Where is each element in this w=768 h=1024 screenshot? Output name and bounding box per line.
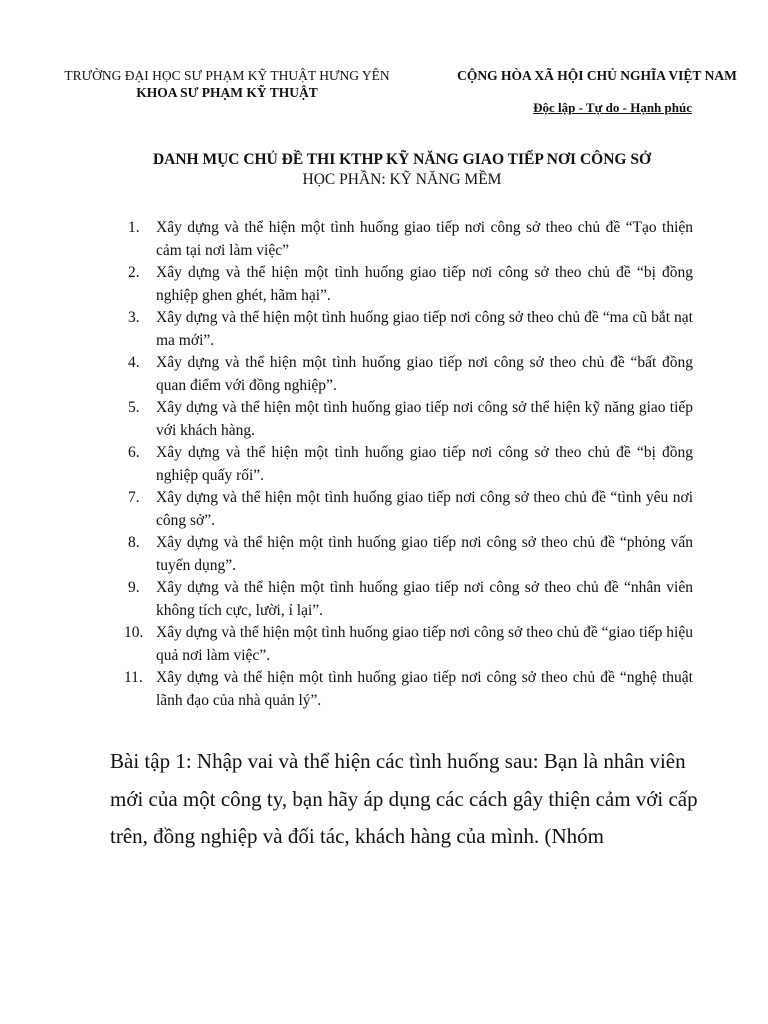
item-number: 7.	[128, 489, 140, 506]
exercise-paragraph: Bài tập 1: Nhập vai và thể hiện các tình huống sau: Bạn là nhân viên mới của một công ty, bạn hãy áp dụng các cách gây thiện cảm với cấp trên, đồng nghiệp và đối tác, khách hàng của mình. (Nhóm	[110, 749, 698, 848]
item-number: 11.	[124, 669, 143, 686]
item-number: 5.	[128, 399, 140, 416]
item-text: Xây dựng và thể hiện một tình huống giao tiếp nơi công sở theo chủ đề “bị đồng nghiệp quấy rối”.	[156, 444, 693, 484]
item-number: 2.	[128, 264, 140, 281]
header-left	[54, 67, 400, 101]
list-item	[128, 307, 693, 352]
list-item	[128, 352, 693, 397]
item-text: Xây dựng và thể hiện một tình huống giao tiếp nơi công sở theo chủ đề “bị đồng nghiệp ghen ghét, hãm hại”.	[156, 264, 693, 304]
item-text: Xây dựng và thể hiện một tình huống giao tiếp nơi công sở theo chủ đề “nhân viên không tích cực, lười, ỉ lại”.	[156, 579, 693, 619]
item-number: 4.	[128, 354, 140, 371]
list-item	[124, 622, 693, 667]
republic-title: CỘNG HÒA XÃ HỘI CHỦ NGHĨA VIỆT NAM	[457, 68, 737, 83]
item-text: Xây dựng và thể hiện một tình huống giao tiếp nơi công sở theo chủ đề “Tạo thiện cảm tại nơi làm việc”	[156, 219, 693, 259]
item-text: Xây dựng và thể hiện một tình huống giao tiếp nơi công sở theo chủ đề “phỏng vấn tuyển dụng”.	[156, 534, 693, 574]
item-number: 10.	[124, 624, 144, 641]
list-item	[128, 262, 693, 307]
list-item	[124, 667, 693, 712]
document-title: DANH MỤC CHỦ ĐỀ THI KTHP KỸ NĂNG GIAO TIẾP NƠI CÔNG SỞ	[152, 151, 652, 168]
list-item	[128, 487, 693, 532]
school-name: TRƯỜNG ĐẠI HỌC SƯ PHẠM KỸ THUẬT HƯNG YÊN	[64, 68, 390, 83]
item-number: 1.	[128, 219, 140, 236]
list-item	[128, 397, 693, 442]
topic-list	[124, 217, 693, 712]
item-text: Xây dựng và thể hiện một tình huống giao tiếp nơi công sở thể hiện kỹ năng giao tiếp với khách hàng.	[156, 399, 693, 439]
list-item	[128, 577, 693, 622]
item-text: Xây dựng và thể hiện một tình huống giao tiếp nơi công sở theo chủ đề “ma cũ bắt nạt ma mới”.	[156, 309, 693, 349]
item-text: Xây dựng và thể hiện một tình huống giao tiếp nơi công sở theo chủ đề “nghệ thuật lãnh đạo của nhà quản lý”.	[156, 669, 693, 709]
list-item	[128, 217, 693, 262]
item-number: 3.	[128, 309, 140, 326]
motto: Độc lập - Tự do - Hạnh phúc	[533, 100, 692, 115]
item-number: 9.	[128, 579, 140, 596]
item-text: Xây dựng và thể hiện một tình huống giao tiếp nơi công sở theo chủ đề “bất đồng quan điểm với đồng nghiệp”.	[156, 354, 693, 394]
list-item	[128, 532, 693, 577]
faculty-name: KHOA SƯ PHẠM KỸ THUẬT	[136, 85, 318, 100]
item-number: 8.	[128, 534, 140, 551]
item-text: Xây dựng và thể hiện một tình huống giao tiếp nơi công sở theo chủ đề “tình yêu nơi công sở”.	[156, 489, 693, 529]
item-text: Xây dựng và thể hiện một tình huống giao tiếp nơi công sở theo chủ đề “giao tiếp hiệu quả nơi làm việc”.	[156, 624, 693, 664]
item-number: 6.	[128, 444, 140, 461]
document-subtitle: HỌC PHẦN: KỸ NĂNG MỀM	[302, 171, 502, 188]
list-item	[128, 442, 693, 487]
